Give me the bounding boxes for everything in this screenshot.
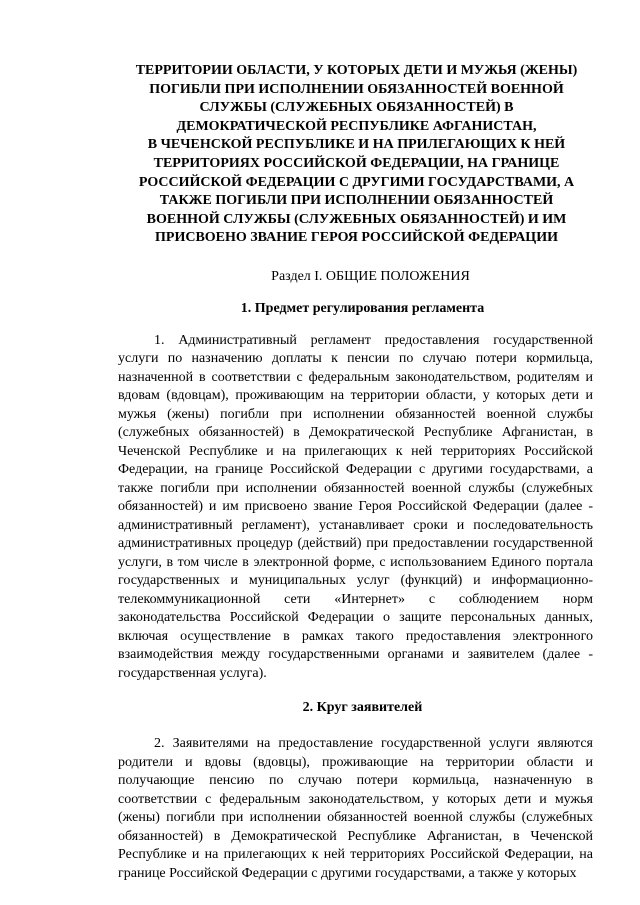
paragraph-applicants: 2. Заявителями на предоставление государственной услуги являются родители и вдовы (вдовцы), проживающие на территории области и получающие пенсию по случаю потери кормильца, назначенную в соответствии с федеральным законодательством, у которых дети и мужья (жены) погибли при исполнении обязанностей военной службы (служебных обязанностей) в Демократической Республике Афганистан, в Чеченской Республике и на прилегающих к ней территориях Российской Федерации, на границе Российской Федерации с другими государствами, а также у которых (118, 736, 593, 881)
section-heading: Раздел I. ОБЩИЕ ПОЛОЖЕНИЯ (271, 268, 470, 284)
title-line: СЛУЖБЫ (СЛУЖЕБНЫХ ОБЯЗАННОСТЕЙ) В (199, 100, 514, 116)
title-line: РОССИЙСКОЙ ФЕДЕРАЦИИ С ДРУГИМИ ГОСУДАРСТВАМИ, А (138, 174, 575, 190)
title-line: ДЕМОКРАТИЧЕСКОЙ РЕСПУБЛИКЕ АФГАНИСТАН, (176, 118, 537, 134)
title-line: ПОГИБЛИ ПРИ ИСПОЛНЕНИИ ОБЯЗАННОСТЕЙ ВОЕННОЙ (149, 81, 564, 97)
paragraph-regulation-subject: 1. Административный регламент предоставления государственной услуги по назначению доплаты к пенсии по случаю потери кормильца, назначенной в соответствии с федеральным законодательством, родителям и вдовам (вдовцам), проживающим на территории области, у которых дети и мужья (жены) погибли при исполнении обязанностей военной службы (служебных обязанностей) в Демократической Республике Афганистан, в Чеченской Республике и на прилегающих к ней территориях Российской Федерации, на границе Российской Федерации с другими государствами, а также погибли при исполнении обязанностей военной службы (служебных обязанностей) и им присвоено звание Героя Российской Федерации (далее - административный регламент), устанавливает сроки и последовательность административных процедур (действий) при предоставлении государственной услуги, в том числе в электронной форме, с использованием Единого портала государственных и муниципальных услуг (функций) и информационно-телекоммуникационной сети «Интернет» с соблюдением норм законодательства Российской Федерации о защите персональных данных, включая осуществление в рамках такого предоставления электронного взаимодействия между государственными органами и заявителем (далее - государственная услуга). (118, 332, 593, 681)
document-title (118, 62, 593, 248)
title-line: ТЕРРИТОРИЯХ РОССИЙСКОЙ ФЕДЕРАЦИИ, НА ГРАНИЦЕ (153, 155, 560, 171)
subsection-heading-applicants: 2. Круг заявителей (302, 700, 423, 716)
title-line: ВОЕННОЙ СЛУЖБЫ (СЛУЖЕБНЫХ ОБЯЗАННОСТЕЙ) И ИМ (146, 211, 567, 227)
subsection-heading-regulation-subject: 1. Предмет регулирования регламента (240, 300, 485, 316)
title-line: ТЕРРИТОРИИ ОБЛАСТИ, У КОТОРЫХ ДЕТИ И МУЖЬЯ (ЖЕНЫ) (135, 63, 578, 78)
title-line: ПРИСВОЕНО ЗВАНИЕ ГЕРОЯ РОССИЙСКОЙ ФЕДЕРАЦИИ (155, 230, 558, 246)
title-line: В ЧЕЧЕНСКОЙ РЕСПУБЛИКЕ И НА ПРИЛЕГАЮЩИХ К НЕЙ (147, 137, 566, 153)
title-line: ТАКЖЕ ПОГИБЛИ ПРИ ИСПОЛНЕНИИ ОБЯЗАННОСТЕЙ (159, 193, 554, 209)
